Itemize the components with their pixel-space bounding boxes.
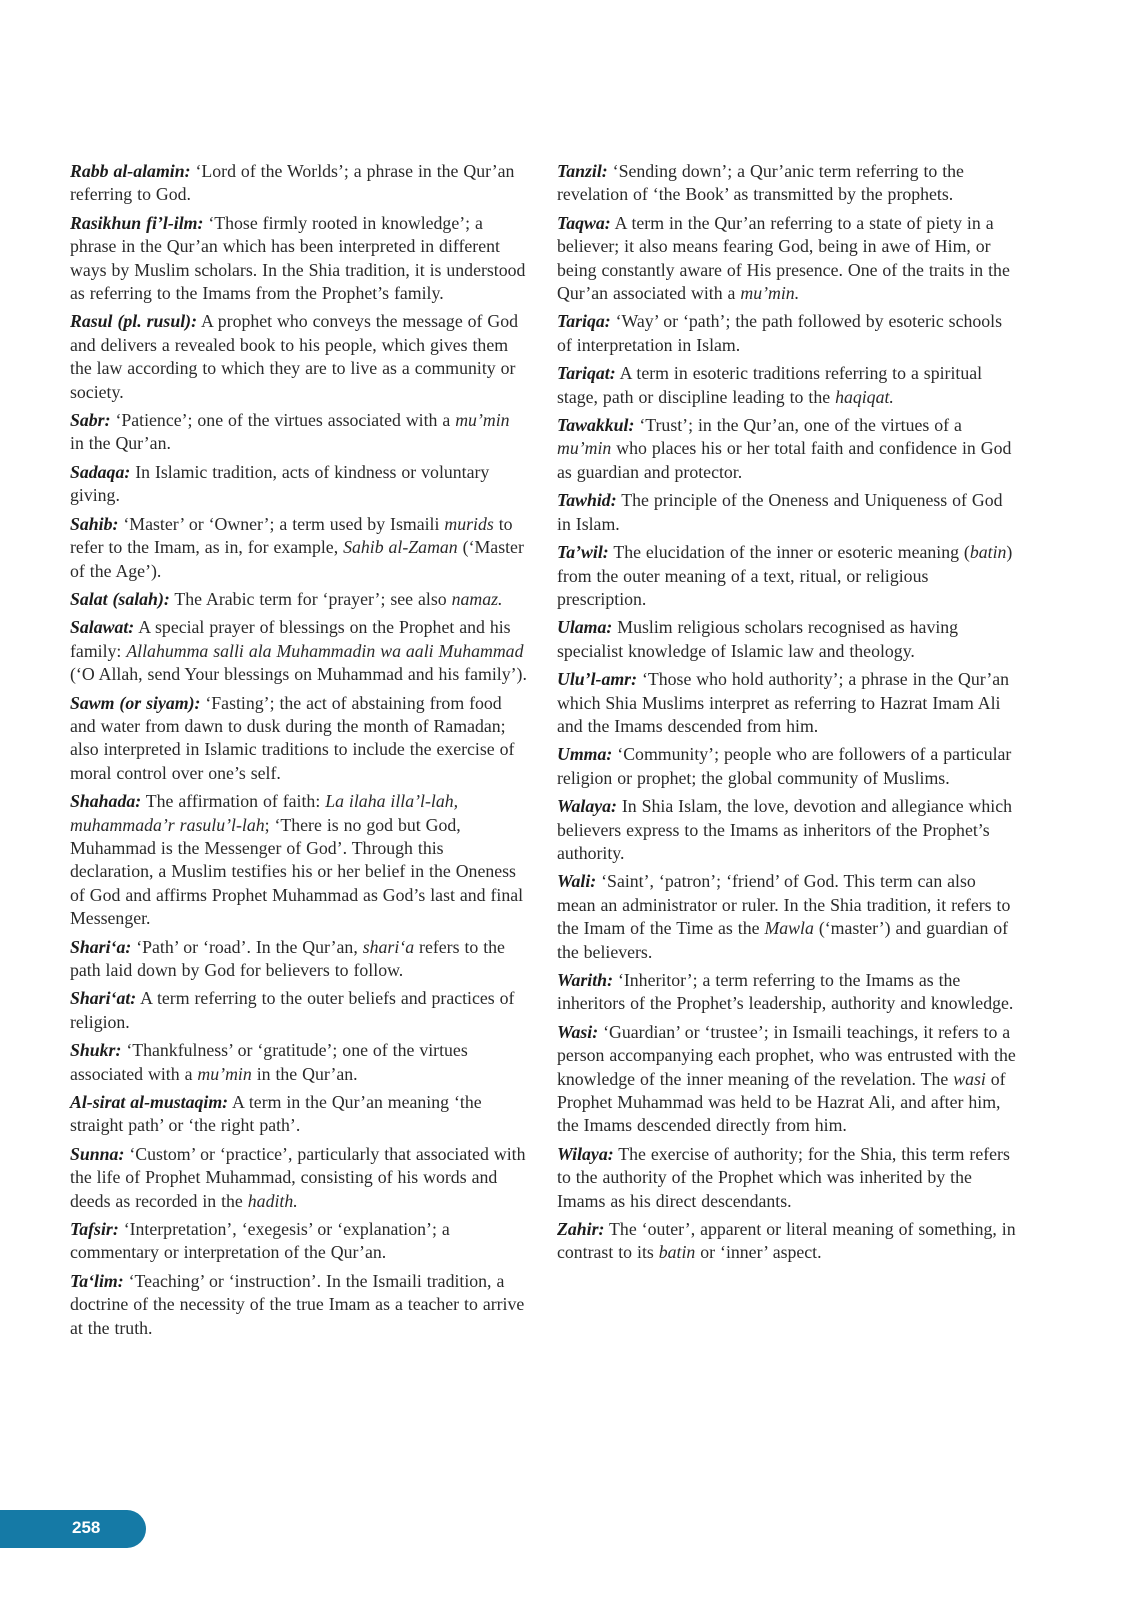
- glossary-definition-text: ‘Teaching’ or ‘instruction’. In the Ismaili tradition, a doctrine of the necessity of the true Imam as a teacher to arrive at the truth.: [70, 1270, 525, 1338]
- glossary-term: Wilaya:: [557, 1143, 614, 1164]
- glossary-term: Sadaqa:: [70, 461, 131, 482]
- glossary-entry: [70, 310, 528, 404]
- glossary-entry: [70, 409, 528, 456]
- glossary-definition-text: of Prophet Muhammad was held to be Hazrat Ali, and after him, the Imams descended directly from him.: [557, 1068, 1006, 1136]
- glossary-term: Tawakkul:: [557, 415, 635, 436]
- glossary-entry: [557, 616, 1019, 663]
- glossary-term: Tawhid:: [557, 490, 617, 511]
- glossary-definition-text: ; ‘There is no god but God, Muhammad is the Messenger of God’. Through this declaration, a Muslim testifies his or her belief in the Oneness of God and affirms Prophet Muhammad as God’s last and final Messenger.: [70, 814, 524, 929]
- glossary-definition-text: Muslim religious scholars recognised as having specialist knowledge of Islamic law and theology.: [557, 617, 959, 661]
- glossary-definition-text: refers to the path laid down by God for believers to follow.: [70, 936, 505, 980]
- glossary-term: Rabb al-alamin:: [70, 161, 191, 181]
- glossary-entry: [557, 969, 1019, 1016]
- glossary-italic-text: mu’min: [557, 438, 612, 459]
- glossary-entry: [557, 668, 1019, 738]
- glossary-definition-text: The ‘outer’, apparent or literal meaning of something, in contrast to its: [557, 1219, 1016, 1263]
- glossary-term: Wali:: [557, 871, 597, 892]
- glossary-term: Rasikhun fi’l-ilm:: [70, 212, 204, 233]
- glossary-definition-text: ‘Guardian’ or ‘trustee’; in Ismaili teachings, it refers to a person accompanying each prophet, who was entrusted with the knowledge of the inner meaning of the revelation. The: [557, 1021, 1016, 1089]
- glossary-entry: [557, 160, 1019, 207]
- glossary-term: Tanzil:: [557, 161, 608, 181]
- glossary-term: Al-sirat al-mustaqim:: [70, 1092, 229, 1113]
- glossary-term: Taqwa:: [557, 212, 611, 233]
- glossary-italic-text: mu’min.: [740, 283, 800, 304]
- glossary-definition-text: A prophet who conveys the message of God and delivers a revealed book to his people, which gives them the law according to which they are to live as a community or society.: [70, 311, 519, 402]
- glossary-italic-text: Allahumma salli ala Muhammadin wa aali Muhammad: [126, 640, 524, 661]
- glossary-definition-text: (‘Master of the Age’).: [70, 537, 524, 581]
- glossary-definition-text: ‘Sending down’; a Qur’anic term referring to the revelation of ‘the Book’ as transmitted by the prophets.: [557, 161, 964, 205]
- glossary-definition-text: (‘master’) and guardian of the believers.: [557, 918, 1009, 962]
- glossary-definition-text: The principle of the Oneness and Uniqueness of God in Islam.: [557, 490, 1003, 534]
- glossary-term: Tariqat:: [557, 363, 616, 384]
- glossary-entry: [70, 1270, 528, 1340]
- glossary-definition-text: in the Qur’an.: [70, 433, 171, 454]
- glossary-definition-text: ‘Inheritor’; a term referring to the Imams as the inheritors of the Prophet’s leadership, authority and knowledge.: [557, 970, 1014, 1014]
- glossary-definition-text: ‘Trust’; in the Qur’an, one of the virtues of a: [634, 415, 962, 436]
- glossary-entry: [70, 936, 528, 983]
- glossary-definition-text: A term in esoteric traditions referring to a spiritual stage, path or discipline leading to the: [557, 363, 983, 407]
- glossary-entry: [557, 212, 1019, 306]
- glossary-definition-text: ‘Those firmly rooted in knowledge’; a phrase in the Qur’an which has been interpreted in different ways by Muslim scholars. In the Shia tradition, it is understood as referring to the Imams from the Prophet’s family.: [70, 212, 526, 304]
- glossary-definition-text: ‘Community’; people who are followers of a particular religion or prophet; the global community of Muslims.: [557, 744, 1012, 788]
- glossary-entry: [557, 870, 1019, 964]
- glossary-definition-text: ‘Path’ or ‘road’. In the Qur’an,: [131, 936, 363, 957]
- glossary-term: Sahib:: [70, 513, 119, 534]
- glossary-italic-text: shari‘a: [362, 936, 415, 957]
- glossary-italic-text: mu’min: [197, 1063, 252, 1084]
- glossary-term: Shukr:: [70, 1040, 122, 1061]
- glossary-term: Tariqa:: [557, 311, 611, 332]
- glossary-definition-text: A term referring to the outer beliefs and practices of religion.: [70, 988, 515, 1032]
- glossary-term: Ta’wil:: [557, 542, 609, 563]
- glossary-definition-text: ‘Way’ or ‘path’; the path followed by esoteric schools of interpretation in Islam.: [557, 311, 1003, 355]
- page-number: 258: [72, 1518, 101, 1537]
- glossary-entry: [557, 489, 1019, 536]
- glossary-entry: [70, 1091, 528, 1138]
- glossary-definition-text: or ‘inner’ aspect.: [695, 1242, 822, 1263]
- glossary-entry: [70, 616, 528, 686]
- glossary-definition-text: ‘Master’ or ‘Owner’; a term used by Ismaili: [118, 513, 445, 534]
- glossary-definition-text: In Shia Islam, the love, devotion and allegiance which believers express to the Imams as inheritors of the Prophet’s authority.: [557, 796, 1013, 863]
- glossary-italic-text: mu’min: [455, 410, 510, 431]
- glossary-definition-text: ‘Lord of the Worlds’; a phrase in the Qur’an referring to God.: [70, 161, 515, 205]
- glossary-definition-text: ) from the outer meaning of a text, ritual, or religious prescription.: [557, 542, 1013, 609]
- glossary-italic-text: murids: [444, 513, 494, 534]
- glossary-definition-text: ‘Fasting’; the act of abstaining from food and water from dawn to dusk during the month of Ramadan; also interpreted in Islamic traditions to include the exercise of moral control over one’s self.: [70, 692, 515, 783]
- glossary-definition-text: The elucidation of the inner or esoteric meaning (: [608, 542, 970, 563]
- glossary-term: Sawm (or siyam):: [70, 692, 201, 713]
- glossary-entry: [557, 1143, 1019, 1213]
- glossary-term: Ulama:: [557, 617, 613, 638]
- glossary-italic-text: namaz.: [451, 588, 503, 609]
- glossary-definition-text: The affirmation of faith:: [141, 791, 326, 812]
- glossary-definition-text: ‘Patience’; one of the virtues associated with a: [110, 410, 456, 431]
- glossary-term: Salawat:: [70, 617, 135, 638]
- glossary-entry: [557, 1021, 1019, 1138]
- glossary-term: Shari‘at:: [70, 988, 137, 1009]
- glossary-definition-text: ‘Those who hold authority’; a phrase in the Qur’an which Shia Muslims interpret as referring to Hazrat Imam Ali and the Imams descended from him.: [557, 669, 1010, 736]
- glossary-italic-text: haqiqat.: [835, 386, 894, 407]
- glossary-term: Salat (salah):: [70, 588, 170, 609]
- glossary-definition-text: The exercise of authority; for the Shia, this term refers to the authority of the Prophet which was inherited by the Imams as his direct descendants.: [557, 1143, 1010, 1211]
- glossary-term: Ulu’l-amr:: [557, 669, 638, 690]
- glossary-entry: [70, 692, 528, 786]
- glossary-term: Rasul (pl. rusul):: [70, 311, 197, 332]
- glossary-definition-text: (‘O Allah, send Your blessings on Muhammad and his family’).: [70, 664, 527, 685]
- glossary-entry: [70, 987, 528, 1034]
- glossary-entry: [557, 310, 1019, 357]
- glossary-definition-text: ‘Thankfulness’ or ‘gratitude’; one of the virtues associated with a: [70, 1040, 468, 1084]
- glossary-term: Zahir:: [557, 1219, 605, 1240]
- glossary-entry: [70, 790, 528, 930]
- page-number-tab: [0, 1510, 146, 1548]
- glossary-entry: [70, 1039, 528, 1086]
- glossary-italic-text: wasi: [953, 1068, 986, 1089]
- glossary-italic-text: La ilaha illa’l-lah, muhammada’r rasulu’l-lah: [70, 791, 459, 835]
- glossary-entry: [557, 1218, 1019, 1265]
- glossary-term: Wasi:: [557, 1021, 599, 1042]
- glossary-definition-text: ‘Saint’, ‘patron’; ‘friend’ of God. This term can also mean an administrator or ruler. In the Shia tradition, it refers to the Imam of the Time as the: [557, 871, 1011, 939]
- glossary-entry: [70, 212, 528, 306]
- glossary-definition-text: ‘Custom’ or ‘practice’, particularly that associated with the life of Prophet Muhammad, consisting of his words and deeds as recorded in the: [70, 1143, 526, 1211]
- glossary-definition-text: In Islamic tradition, acts of kindness or voluntary giving.: [70, 461, 490, 506]
- glossary-definition-text: A special prayer of blessings on the Prophet and his family:: [70, 617, 511, 661]
- glossary-term: Shari‘a:: [70, 936, 132, 957]
- glossary-entry: [70, 461, 528, 508]
- glossary-term: Sabr:: [70, 410, 111, 431]
- glossary-term: Shahada:: [70, 791, 142, 812]
- glossary-entry: [557, 795, 1019, 865]
- glossary-definition-text: in the Qur’an.: [251, 1063, 358, 1084]
- glossary-entry: [557, 541, 1019, 611]
- glossary-term: Umma:: [557, 744, 613, 765]
- glossary-entry: [70, 513, 528, 583]
- glossary-column-left: [70, 160, 528, 1345]
- glossary-entry: [70, 1143, 528, 1213]
- glossary-entry: [70, 588, 528, 611]
- glossary-entry: [70, 160, 528, 207]
- glossary-definition-text: The Arabic term for ‘prayer’; see also: [169, 588, 452, 609]
- glossary-definition-text: ‘Interpretation’, ‘exegesis’ or ‘explanation’; a commentary or interpretation of the Qur’an.: [70, 1219, 450, 1263]
- glossary-entry: [557, 414, 1019, 484]
- glossary-term: Sunna:: [70, 1143, 125, 1164]
- glossary-column-right: [557, 160, 1019, 1270]
- glossary-italic-text: batin: [658, 1242, 696, 1263]
- glossary-italic-text: hadith.: [247, 1190, 298, 1211]
- glossary-entry: [557, 743, 1019, 790]
- glossary-term: Tafsir:: [70, 1219, 119, 1240]
- glossary-italic-text: batin: [969, 542, 1007, 563]
- glossary-definition-text: to refer to the Imam, as in, for example,: [70, 513, 513, 558]
- glossary-definition-text: A term in the Qur’an meaning ‘the straight path’ or ‘the right path’.: [70, 1092, 482, 1136]
- glossary-entry: [557, 362, 1019, 409]
- glossary-term: Ta‘lim:: [70, 1270, 124, 1291]
- glossary-term: Warith:: [557, 970, 613, 990]
- glossary-italic-text: Sahib al-Zaman: [343, 537, 458, 558]
- glossary-definition-text: who places his or her total faith and confidence in God as guardian and protector.: [557, 438, 1012, 482]
- glossary-definition-text: A term in the Qur’an referring to a state of piety in a believer; it also means fearing God, being in awe of Him, or being constantly aware of His presence. One of the traits in the Qur’an associated with a: [557, 212, 1010, 304]
- glossary-entry: [70, 1218, 528, 1265]
- glossary-term: Walaya:: [557, 796, 617, 817]
- glossary-italic-text: Mawla: [764, 918, 814, 939]
